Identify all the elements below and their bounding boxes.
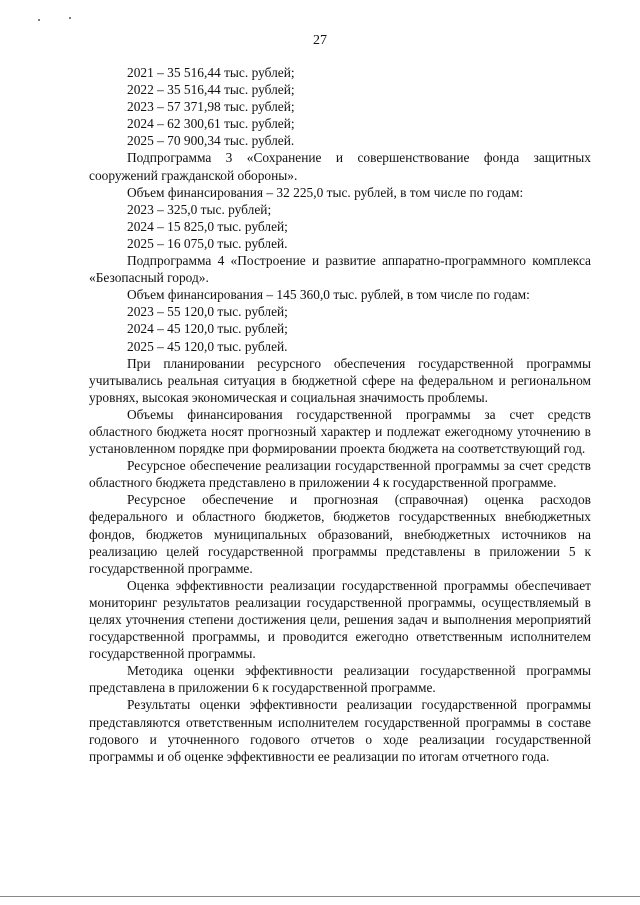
paragraph: 2021 – 35 516,44 тыс. рублей; bbox=[127, 65, 295, 80]
page-number: 27 bbox=[313, 33, 327, 48]
paragraph: 2024 – 15 825,0 тыс. рублей; bbox=[127, 218, 288, 234]
paragraph: 2023 – 55 120,0 тыс. рублей; bbox=[127, 304, 288, 320]
paragraph: Объемы финансирования государственной программы за счет средств областного бюджета носят прогнозный характер и подлежат ежегодному уточнению в установленном порядке при формировании проекта бюджета на соответствующий год. bbox=[89, 406, 591, 457]
paragraph: Оценка эффективности реализации государственной программы обеспечивает мониторинг результатов реализации государственной программы, осуществляемый в целях уточнения степени достижения цели, решения задач и выполнения мероприятий государственной программы, и проводится ежегодно ответственным исполнителем государственной программы. bbox=[89, 577, 591, 662]
paragraph: Объем финансирования – 32 225,0 тыс. рублей, в том числе по годам: bbox=[127, 184, 524, 200]
document-body bbox=[89, 64, 591, 765]
paragraph: 2023 – 325,0 тыс. рублей; bbox=[127, 201, 272, 217]
paragraph: 2024 – 62 300,61 тыс. рублей; bbox=[127, 116, 295, 132]
paragraph: Ресурсное обеспечение и прогнозная (справочная) оценка расходов федерального и областного бюджетов, бюджетов государственных внебюджетных фондов, бюджетов муниципальных образований, внебюджетных источников на реализацию целей государственной программы представлены в приложении 5 к государственной программе. bbox=[89, 492, 591, 576]
paragraph: Подпрограмма 4 «Построение и развитие аппаратно-программного комплекса «Безопасный город». bbox=[89, 253, 591, 286]
paragraph: 2025 – 70 900,34 тыс. рублей. bbox=[127, 133, 295, 149]
scan-speck bbox=[69, 17, 71, 19]
paragraph: Объем финансирования – 145 360,0 тыс. рублей, в том числе по годам: bbox=[127, 287, 530, 303]
paragraph: Результаты оценки эффективности реализации государственной программы представляются ответственным исполнителем государственной программы в составе годового и уточненного годового отчетов о ходе реализации государственной программы и об оценке эффективности ее реализации по итогам отчетного года. bbox=[89, 697, 591, 764]
paragraph: Методика оценки эффективности реализации государственной программы представлена в приложении 6 к государственной программе. bbox=[89, 663, 591, 696]
paragraph: При планировании ресурсного обеспечения государственной программы учитывались реальная ситуация в бюджетной сфере на федеральном и региональном уровнях, высокая экономическая и социальная значимость проблемы. bbox=[89, 355, 591, 405]
paragraph: 2022 – 35 516,44 тыс. рублей; bbox=[127, 82, 295, 98]
paragraph: 2023 – 57 371,98 тыс. рублей; bbox=[127, 99, 295, 115]
paragraph: 2025 – 45 120,0 тыс. рублей. bbox=[127, 338, 288, 354]
paragraph: 2024 – 45 120,0 тыс. рублей; bbox=[127, 321, 288, 337]
paragraph: 2025 – 16 075,0 тыс. рублей. bbox=[127, 235, 288, 251]
paragraph: Подпрограмма 3 «Сохранение и совершенствование фонда защитных сооружений гражданской обороны». bbox=[89, 150, 591, 183]
page-bottom-edge bbox=[0, 896, 640, 897]
paragraph: Ресурсное обеспечение реализации государственной программы за счет средств областного бюджета представлено в приложении 4 к государственной программе. bbox=[89, 458, 591, 491]
scan-speck bbox=[38, 19, 40, 21]
